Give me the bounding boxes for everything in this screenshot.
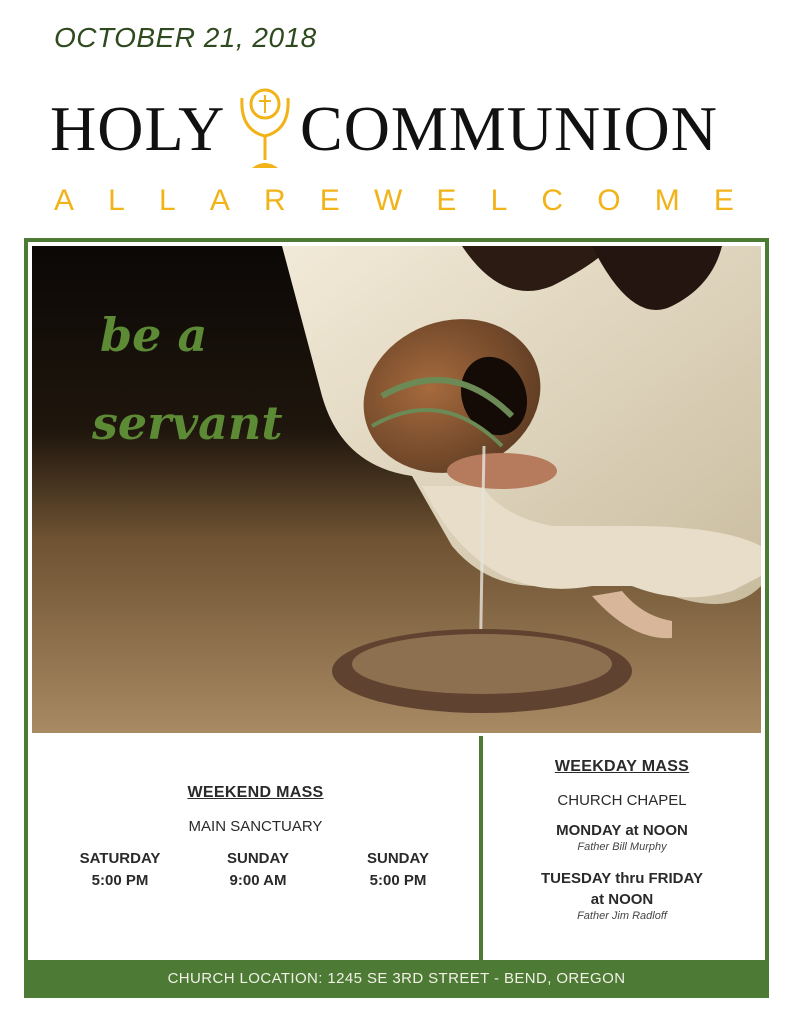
mass-slot (50, 848, 190, 892)
weekday-day: TUESDAY thru FRIDAY (541, 870, 703, 887)
weekday-priest: Father Bill Murphy (577, 841, 667, 853)
mass-time: 9:00 AM (229, 872, 287, 889)
content-frame (24, 238, 769, 998)
mass-slot (328, 848, 468, 892)
bulletin-date: OCTOBER 21, 2018 (54, 22, 317, 53)
tagline-letter: L (108, 184, 125, 217)
bulletin-title (50, 84, 750, 174)
mass-time: 5:00 PM (369, 872, 427, 889)
weekday-entry (483, 820, 761, 853)
weekend-mass-title: WEEKEND MASS (187, 784, 324, 801)
weekday-mass-title: WEEKDAY MASS (554, 758, 690, 775)
weekday-mass-location: CHURCH CHAPEL (557, 792, 687, 809)
mass-day: SATURDAY (79, 850, 161, 867)
weekday-entry (483, 868, 761, 922)
tagline-letter: A (54, 184, 75, 217)
mass-day: SUNDAY (367, 850, 429, 867)
weekend-mass-location: MAIN SANCTUARY (188, 818, 323, 835)
weekend-mass-section (32, 736, 479, 960)
slogan-line-1: be a (100, 308, 208, 362)
tagline-letter: O (597, 184, 621, 217)
weekday-priest: Father Jim Radloff (577, 910, 667, 922)
tagline-letter: L (490, 184, 508, 217)
mass-day: SUNDAY (227, 850, 289, 867)
tagline-letter: E (436, 184, 457, 217)
servant-photo (32, 246, 761, 733)
tagline-letter: E (319, 184, 340, 217)
mass-schedule (32, 736, 761, 960)
mass-slot (188, 848, 328, 892)
weekday-day: MONDAY at NOON (556, 822, 688, 839)
tagline-letter: W (373, 184, 403, 217)
church-location-footer: CHURCH LOCATION: 1245 SE 3RD STREET - BEND, OREGON (28, 960, 765, 998)
slogan-line-2: servant (92, 396, 283, 450)
chalice-icon (236, 84, 294, 174)
mass-time: 5:00 PM (91, 872, 149, 889)
tagline-letter: E (713, 184, 734, 217)
title-holy: HOLY (50, 93, 226, 164)
tagline-letter: M (654, 184, 680, 217)
tagline-letter: C (541, 184, 564, 217)
weekday-mass-section (483, 736, 761, 960)
tagline-letter: L (158, 184, 176, 217)
tagline (54, 184, 734, 218)
weekday-day-time: at NOON (590, 891, 654, 908)
title-communion: COMMUNION (300, 93, 718, 164)
tagline-letter: R (263, 184, 286, 217)
tagline-letter: A (209, 184, 230, 217)
